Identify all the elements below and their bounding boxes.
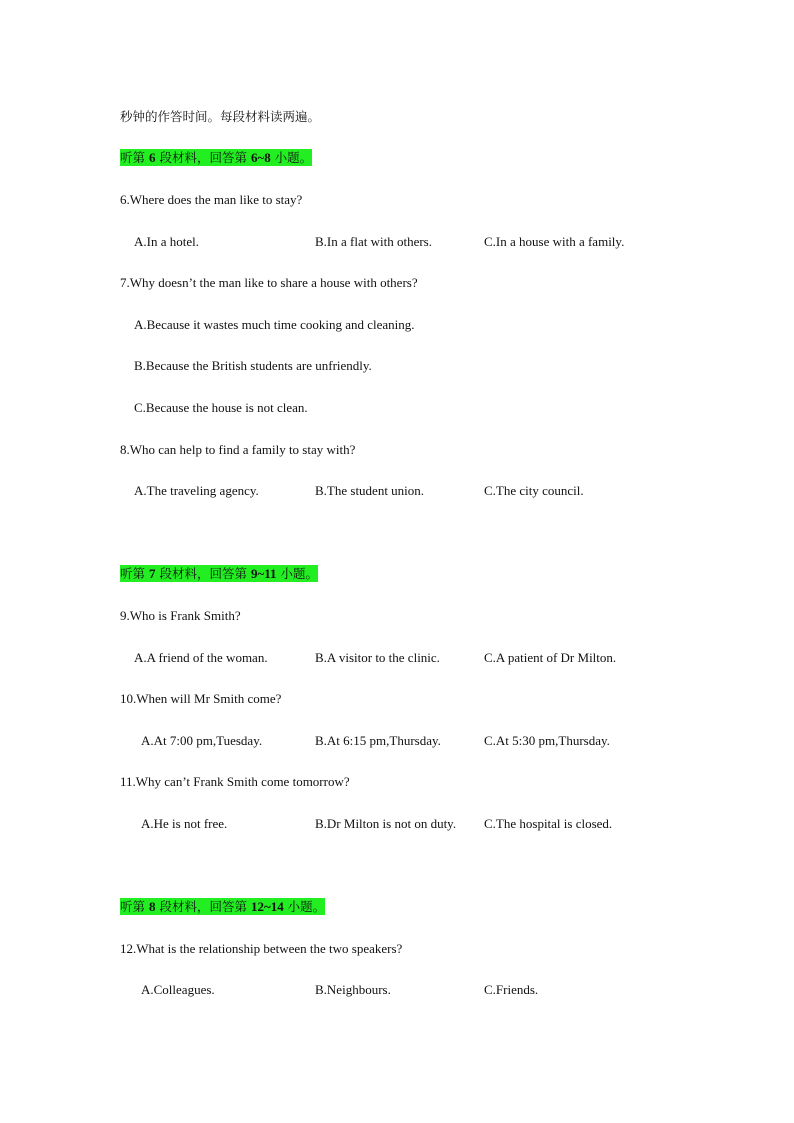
header-num: 6 — [148, 150, 156, 165]
option-6c: C.In a house with a family. — [484, 234, 625, 249]
option-11b: B.Dr Milton is not on duty. — [315, 816, 457, 831]
section-header-highlight — [120, 898, 325, 915]
header-pre: 听第 — [120, 566, 149, 581]
header-mid: 段材料，回答第 — [155, 899, 251, 914]
header-post: 小题。 — [276, 566, 318, 581]
option-10a: A.At 7:00 pm,Tuesday. — [141, 733, 263, 748]
option-12a: A.Colleagues. — [141, 982, 215, 997]
option-11a: A.He is not free. — [141, 816, 228, 831]
option-9a: A.A friend of the woman. — [134, 650, 268, 665]
option-11c: C.The hospital is closed. — [484, 816, 613, 831]
option-10c: C.At 5:30 pm,Thursday. — [484, 733, 610, 748]
header-pre: 听第 — [120, 899, 149, 914]
header-num: 7 — [148, 566, 156, 581]
question-6: 6.Where does the man like to stay? — [120, 192, 303, 207]
option-9b: B.A visitor to the clinic. — [315, 650, 440, 665]
section-header-7 — [120, 565, 318, 583]
section-header-8 — [120, 898, 325, 916]
question-7: 7.Why doesn’t the man like to share a house with others? — [120, 275, 418, 290]
option-7b: B.Because the British students are unfriendly. — [134, 358, 372, 373]
option-8b: B.The student union. — [315, 483, 425, 498]
header-mid: 段材料，回答第 — [155, 566, 251, 581]
header-num: 8 — [148, 899, 156, 914]
question-11: 11.Why can’t Frank Smith come tomorrow? — [120, 774, 350, 789]
question-8: 8.Who can help to find a family to stay with? — [120, 442, 356, 457]
option-9c: C.A patient of Dr Milton. — [484, 650, 617, 665]
header-range: 6~8 — [250, 150, 271, 165]
header-post: 小题。 — [283, 899, 326, 914]
header-post: 小题。 — [270, 150, 313, 165]
header-range: 9~11 — [250, 566, 277, 581]
question-10: 10.When will Mr Smith come? — [120, 691, 282, 706]
option-12b: B.Neighbours. — [315, 982, 391, 997]
header-pre: 听第 — [120, 150, 149, 165]
header-mid: 段材料，回答第 — [155, 150, 251, 165]
option-6a: A.In a hotel. — [134, 234, 199, 249]
header-range: 12~14 — [250, 899, 284, 914]
option-12c: C.Friends. — [484, 982, 539, 997]
option-6b: B.In a flat with others. — [315, 234, 432, 249]
question-12: 12.What is the relationship between the two speakers? — [120, 941, 403, 956]
option-8a: A.The traveling agency. — [134, 483, 259, 498]
option-8c: C.The city council. — [484, 483, 584, 498]
intro-text: 秒钟的作答时间。每段材料读两遍。 — [120, 109, 321, 124]
option-10b: B.At 6:15 pm,Thursday. — [315, 733, 441, 748]
section-header-6 — [120, 149, 312, 167]
section-header-highlight — [120, 565, 318, 582]
option-7c: C.Because the house is not clean. — [134, 400, 308, 415]
question-9: 9.Who is Frank Smith? — [120, 608, 241, 623]
option-7a: A.Because it wastes much time cooking and cleaning. — [134, 317, 415, 332]
section-header-highlight — [120, 149, 312, 166]
